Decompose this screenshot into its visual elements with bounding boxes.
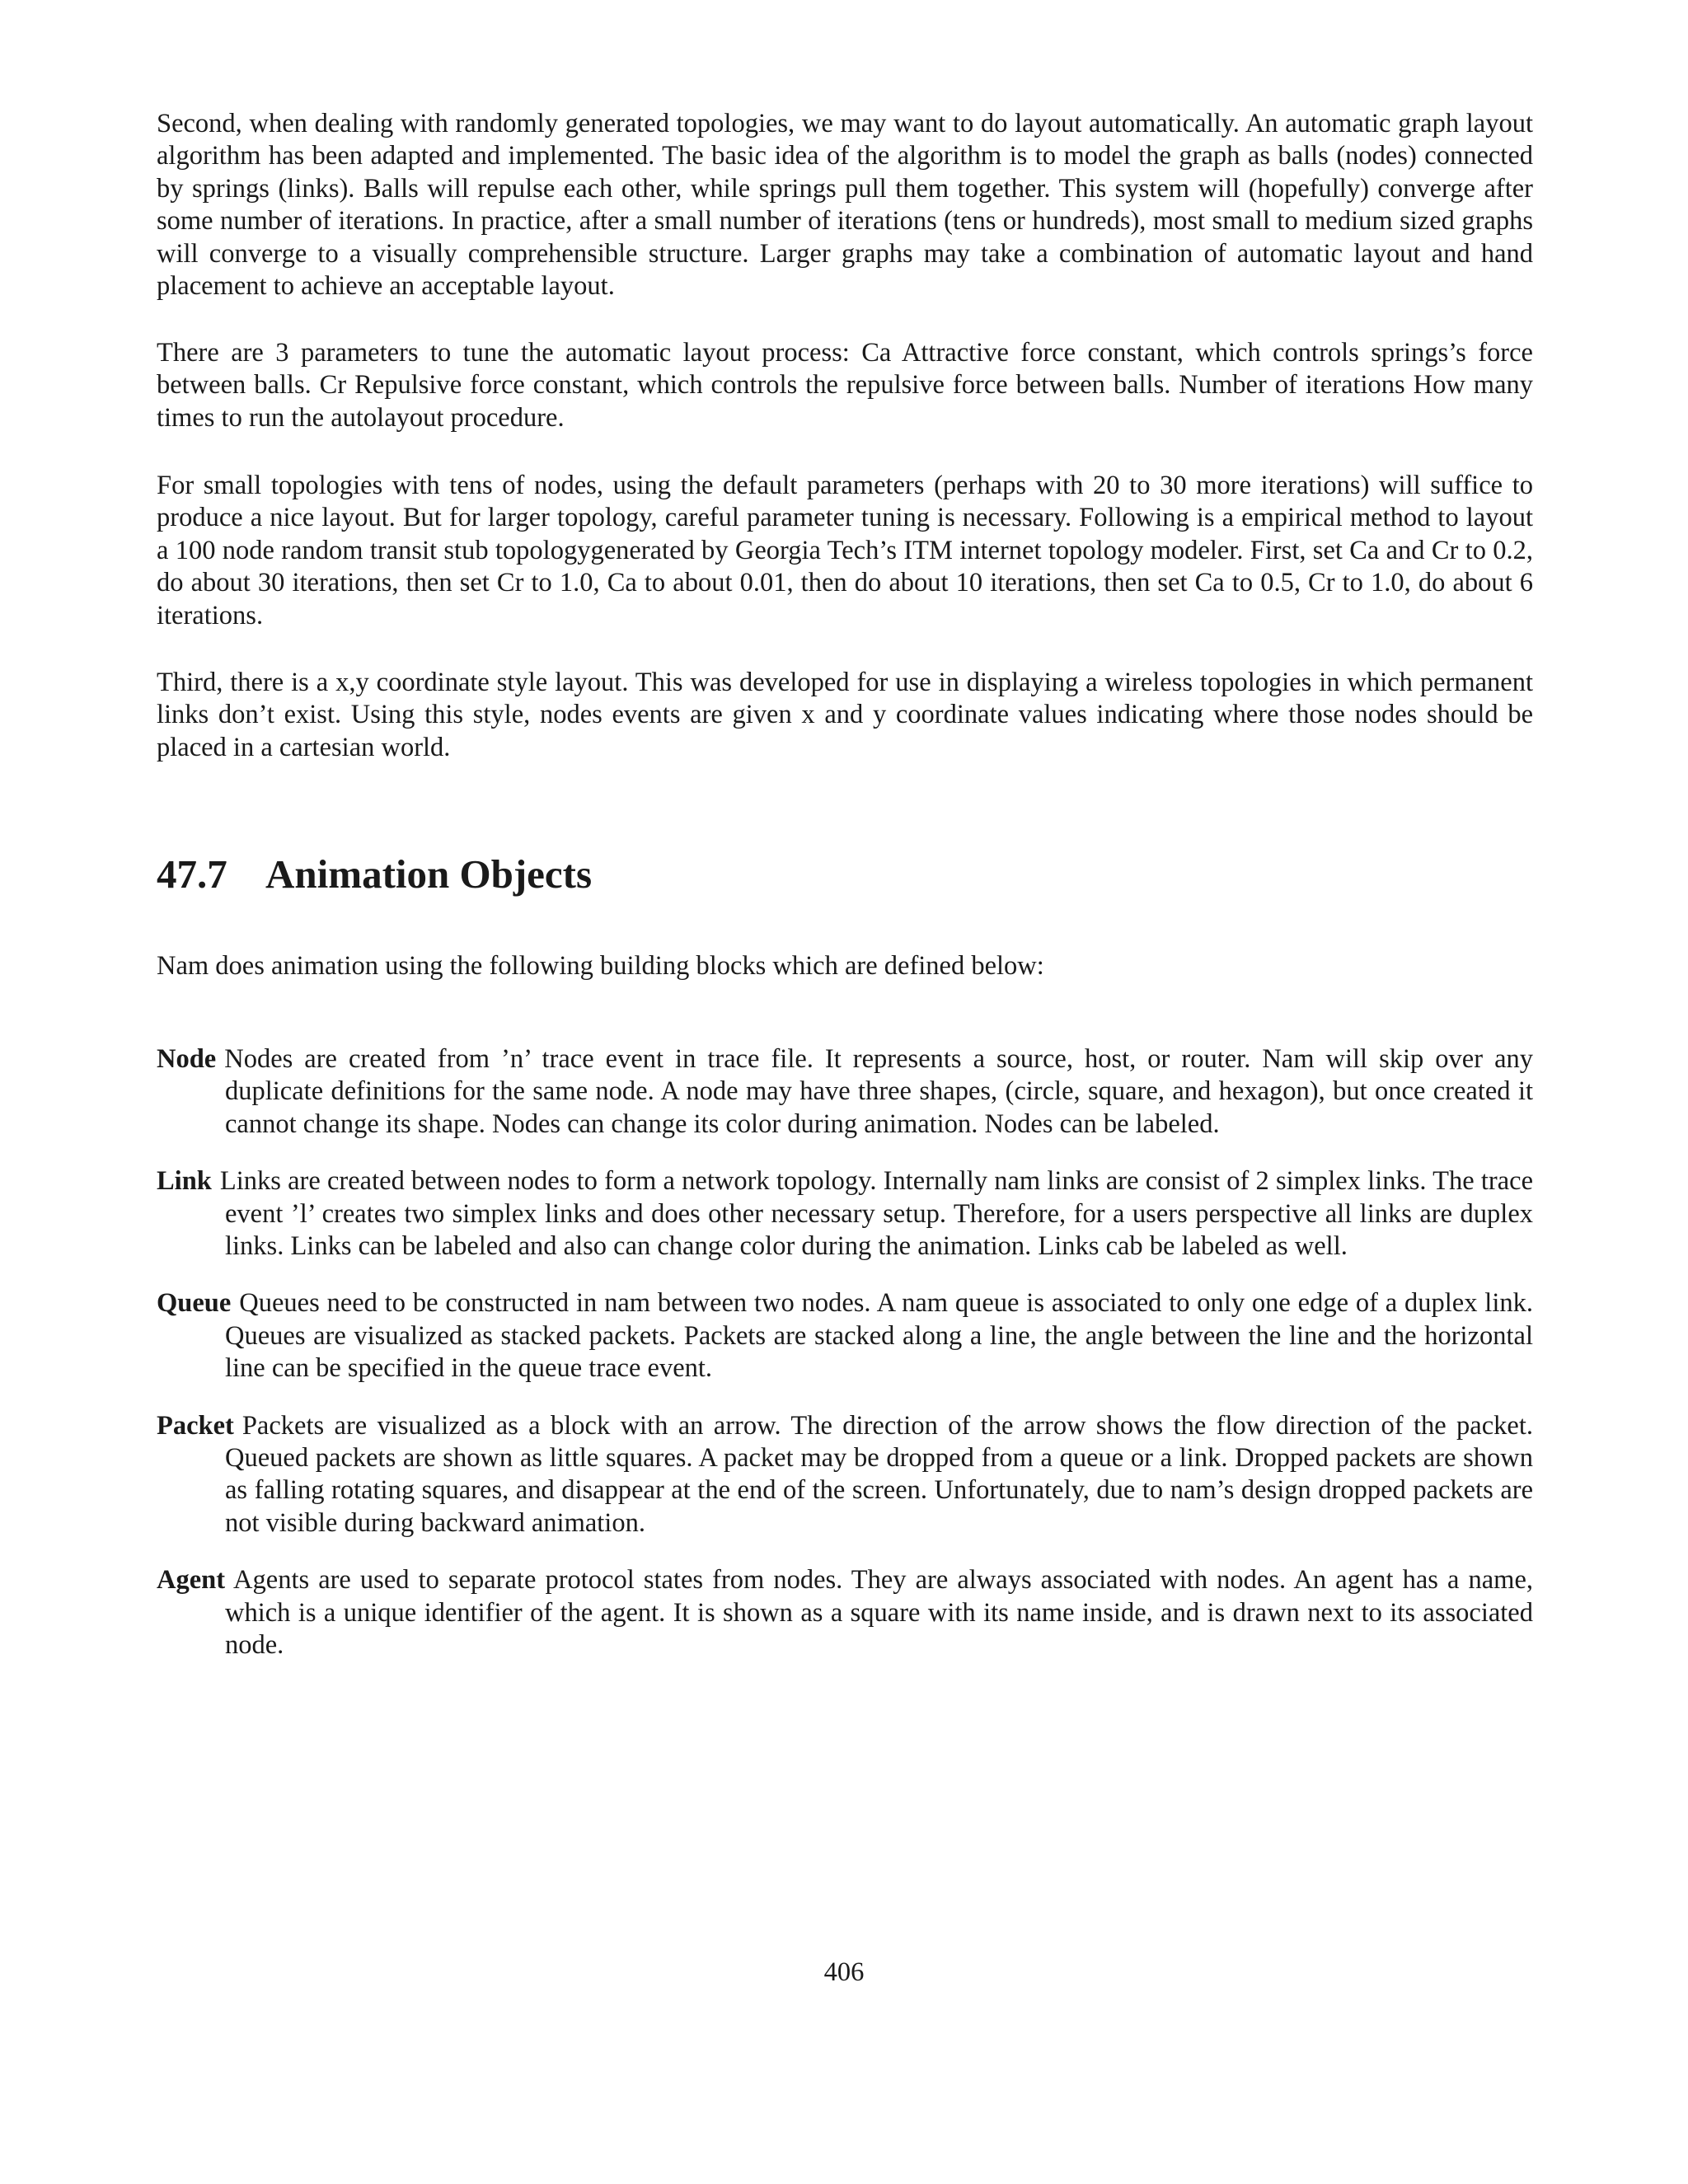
definition-text: Links are created between nodes to form a network topology. Internally nam links are consist of 2 simplex links. The trace event ’l’ creates two simplex links and does other necessary setup. Therefore, for a users perspective all links are duplex links. Links can be labeled and also can change color during the animation. Links cab be labeled as well. — [219, 1166, 1533, 1262]
section-number: 47.7 — [157, 851, 227, 897]
paragraph-automatic-layout: Second, when dealing with randomly generated topologies, we may want to do layout automatically. An automatic graph layout algorithm has been adapted and implemented. The basic idea of the algorithm is to model the graph as balls (nodes) connected by springs (links). Balls will repulse each other, while springs pull them together. This system will (hopefully) converge after some number of iterations. In practice, after a small number of iterations (tens or hundreds), most small to medium sized graphs will converge to a visually comprehensible structure. Larger graphs may take a combination of automatic layout and hand placement to achieve an acceptable layout. — [157, 109, 1533, 302]
paragraph-parameter-tuning: For small topologies with tens of nodes, using the default parameters (perhaps with 20 to 30 more iterations) will suffice to produce a nice layout. But for larger topology, careful parameter tuning is necessary. Following is a empirical method to layout a 100 node random transit stub topologygenerated by Georgia Tech’s ITM internet topology modeler. First, set Ca and Cr to 0.2, do about 30 iterations, then set Cr to 1.0, Ca to about 0.01, then do about 10 iterations, then set Ca to 0.5, Cr to 1.0, do about 6 iterations. — [157, 471, 1533, 630]
definition-text: Queues need to be constructed in nam between two nodes. A nam queue is associated to only one edge of a duplex link. Queues are visualized as stacked packets. Packets are stacked along a line, the angle between the line and the horizontal line can be specified in the queue trace event. — [225, 1288, 1533, 1384]
definition-term: Node — [157, 1044, 217, 1074]
section-intro: Nam does animation using the following building blocks which are defined below: — [157, 951, 1044, 981]
definition-text: Nodes are created from ’n’ trace event in trace file. It represents a source, host, or router. Nam will skip over any duplicate definitions for the same node. A node may have three shapes, (circle, square, and hexagon), but once created it cannot change its shape. Nodes can change its color during animation. Nodes can be labeled. — [224, 1044, 1533, 1139]
section-title: Animation Objects — [265, 851, 593, 897]
page-number: 406 — [823, 1957, 865, 1987]
definition-term: Packet — [157, 1410, 234, 1441]
definition-item — [157, 1287, 1533, 1385]
definition-item — [157, 1410, 1533, 1540]
definition-text: Agents are used to separate protocol states from nodes. They are always associated with nodes. An agent has a name, which is a unique identifier of the agent. It is shown as a square with its name inside, and is drawn next to its associated node. — [225, 1565, 1533, 1661]
paragraph-layout-parameters: There are 3 parameters to tune the automatic layout process: Ca Attractive force constant, which controls springs’s force between balls. Cr Repulsive force constant, which controls the repulsive force between balls. Number of iterations How many times to run the autolayout procedure. — [157, 338, 1533, 433]
definition-item — [157, 1564, 1533, 1661]
definition-term: Agent — [157, 1565, 226, 1596]
paragraph-xy-layout: Third, there is a x,y coordinate style layout. This was developed for use in displaying a wireless topologies in which permanent links don’t exist. Using this style, nodes events are given x and y coordinate values indicating where those nodes should be placed in a cartesian world. — [157, 668, 1533, 762]
definition-term: Link — [157, 1166, 212, 1197]
section-heading — [157, 850, 592, 899]
definition-term: Queue — [157, 1288, 232, 1319]
definition-item — [157, 1043, 1533, 1141]
definition-text: Packets are visualized as a block with an arrow. The direction of the arrow shows the flow direction of the packet. Queued packets are shown as little squares. A packet may be dropped from a queue or a link. Dropped packets are shown as falling rotating squares, and disappear at the end of the screen. Unfortunately, due to nam’s design dropped packets are not visible during backward animation. — [225, 1410, 1533, 1538]
definition-item — [157, 1165, 1533, 1263]
definition-list — [157, 1043, 1533, 1687]
